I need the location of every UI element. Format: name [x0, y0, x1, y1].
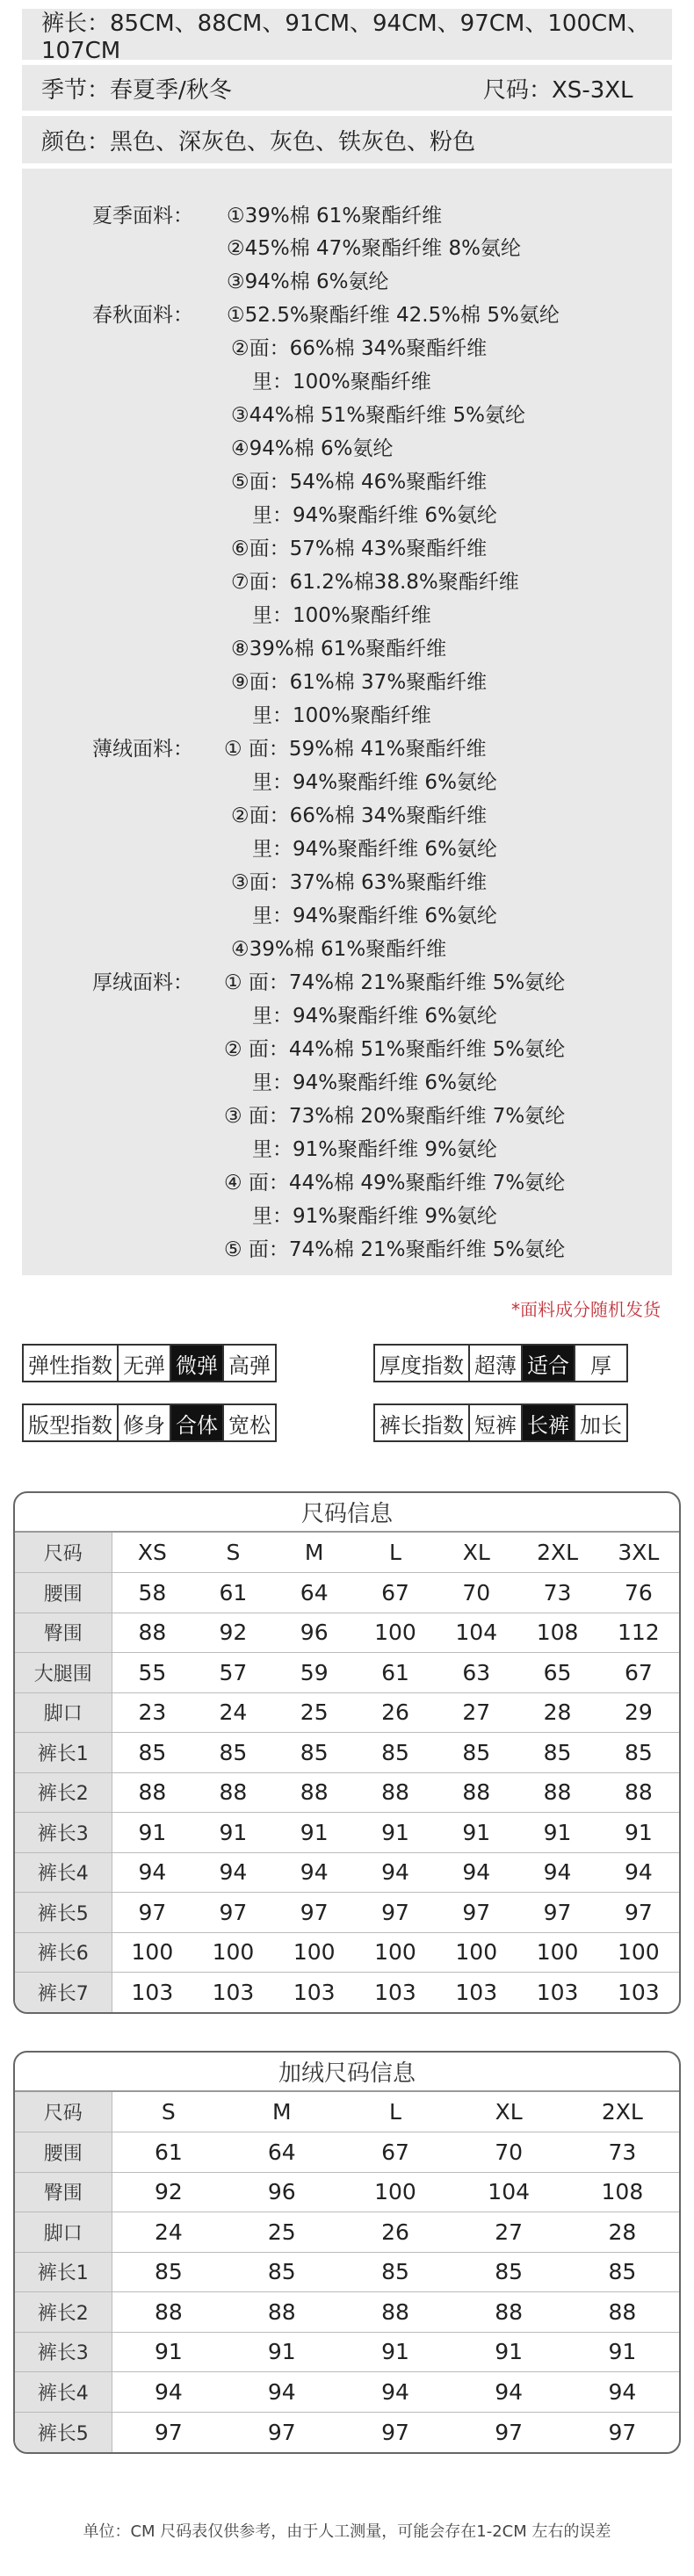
table-cell: 67 [338, 2132, 452, 2173]
table-cell: 88 [355, 1772, 436, 1813]
thin-fleece-label: 薄绒面料： [92, 738, 193, 761]
row-label-cell: 裤长4 [15, 2372, 112, 2413]
table-cell: M [271, 2099, 292, 2125]
fabric-composition-panel [22, 169, 672, 1275]
table-cell: 88 [112, 1613, 192, 1653]
table-cell: 28 [566, 2212, 679, 2253]
table-cell: 28 [517, 1692, 597, 1733]
row-label-cell: 裤长1 [15, 1733, 112, 1773]
fabric-line: 里：100%聚酯纤维 [252, 704, 431, 727]
thickness-option-thin: 超薄 [470, 1346, 523, 1381]
fit-option-slim: 修身 [119, 1405, 171, 1440]
table-row [15, 2252, 679, 2292]
table-cell: 103 [436, 1973, 517, 2013]
fabric-line: ② 面：44%棉 51%聚酯纤维 5%氨纶 [224, 1038, 566, 1061]
table-cell: 100 [355, 1613, 436, 1653]
table-cell: 27 [436, 1692, 517, 1733]
table-cell: 58 [112, 1573, 192, 1613]
table-cell: 25 [225, 2212, 338, 2253]
table-cell: XL [495, 2099, 523, 2125]
table-cell: 85 [274, 1733, 355, 1773]
summer-fabric-label: 夏季面料： [92, 205, 193, 227]
table-cell: 2XL [537, 1540, 579, 1565]
fabric-line: ⑧39%棉 61%聚酯纤维 [231, 638, 447, 660]
table-cell: 88 [566, 2292, 679, 2333]
table-cell: 91 [598, 1813, 679, 1853]
table-cell: 85 [566, 2252, 679, 2292]
pant-length-option-long: 长裤 [523, 1405, 575, 1440]
table-cell: 97 [192, 1893, 273, 1933]
fabric-line: 里：94%聚酯纤维 6%氨纶 [252, 771, 497, 794]
table-cell: 96 [225, 2172, 338, 2212]
table-cell: 67 [598, 1653, 679, 1693]
table-cell: 29 [598, 1692, 679, 1733]
table-cell: 85 [452, 2252, 566, 2292]
table-row [15, 1573, 679, 1613]
table-cell: 97 [112, 1893, 192, 1933]
table-cell: 112 [598, 1613, 679, 1653]
table-cell: 63 [436, 1653, 517, 1693]
table-cell: 92 [112, 2172, 225, 2212]
fabric-line: ⑨面：61%棉 37%聚酯纤维 [231, 671, 488, 694]
table-cell: 24 [112, 2212, 225, 2253]
table-cell: 26 [355, 1692, 436, 1733]
table-cell: 85 [517, 1733, 597, 1773]
row-label-cell: 臀围 [15, 1613, 112, 1653]
table-cell: 55 [112, 1653, 192, 1693]
fabric-line: ③面：37%棉 63%聚酯纤维 [231, 871, 488, 894]
table-cell: 65 [517, 1653, 597, 1693]
table-cell: 91 [355, 1813, 436, 1853]
length-spec-bar [22, 9, 672, 64]
table-cell: 59 [274, 1653, 355, 1693]
table-cell: 26 [338, 2212, 452, 2253]
table-cell: XL [462, 1540, 490, 1565]
fabric-line: 里：94%聚酯纤维 6%氨纶 [252, 504, 497, 527]
season-spec: 季节：春夏季/秋冬 [41, 76, 232, 104]
table-row [15, 1692, 679, 1733]
fabric-line: ③ 面：73%棉 20%聚酯纤维 7%氨纶 [224, 1105, 566, 1128]
table-row [15, 2412, 679, 2452]
table-cell: 97 [355, 1893, 436, 1933]
table-cell: 88 [192, 1772, 273, 1813]
table-cell: 27 [452, 2212, 566, 2253]
table-cell: 104 [452, 2172, 566, 2212]
table-cell: 94 [112, 2372, 225, 2413]
thickness-option-suitable: 适合 [523, 1346, 575, 1381]
table-cell: 103 [598, 1973, 679, 2013]
table-cell: L [389, 1540, 401, 1565]
spring-fabric-label: 春秋面料： [92, 304, 193, 327]
table-cell: 61 [112, 2132, 225, 2173]
table-cell: S [161, 2099, 176, 2125]
table-row [15, 2132, 679, 2173]
thickness-index-label: 厚度指数 [375, 1346, 470, 1381]
table-cell: 94 [274, 1852, 355, 1893]
table-cell: 97 [452, 2412, 566, 2452]
table-cell: L [389, 2099, 401, 2125]
table-cell: 100 [274, 1932, 355, 1973]
table-cell: 85 [338, 2252, 452, 2292]
thickness-option-thick: 厚 [590, 1353, 611, 1378]
table-cell: 97 [112, 2412, 225, 2452]
row-label-cell: 裤长6 [15, 1932, 112, 1973]
table-cell: 104 [436, 1613, 517, 1653]
size-range-spec: 尺码：XS-3XL [483, 76, 633, 104]
table-cell: 73 [566, 2132, 679, 2173]
row-label-cell: 裤长3 [15, 1813, 112, 1853]
table-cell: 61 [355, 1653, 436, 1693]
table-row [15, 1932, 679, 1973]
table-cell: 67 [355, 1573, 436, 1613]
table-cell: 85 [192, 1733, 273, 1773]
table-cell: 3XL [618, 1540, 660, 1565]
table-cell: 85 [112, 1733, 192, 1773]
table-row [15, 1772, 679, 1813]
table-row [15, 1653, 679, 1693]
table-cell: 91 [192, 1813, 273, 1853]
color-spec-bar [22, 116, 672, 163]
fabric-line: ⑥面：57%棉 43%聚酯纤维 [231, 538, 488, 560]
fabric-line: ②面：66%棉 34%聚酯纤维 [231, 805, 488, 827]
length-spec: 裤长：85CM、88CM、91CM、94CM、97CM、100CM、107CM [41, 10, 650, 64]
fabric-line: 里：91%聚酯纤维 9%氨纶 [252, 1138, 497, 1161]
elastic-option-none: 无弹 [119, 1346, 171, 1381]
table-cell: 100 [436, 1932, 517, 1973]
table-cell: 88 [112, 2292, 225, 2333]
table-row [15, 2372, 679, 2413]
table-cell: 103 [192, 1973, 273, 2013]
row-label-cell: 大腿围 [15, 1653, 112, 1693]
elastic-option-high: 高弹 [228, 1353, 271, 1378]
pant-length-option-extra: 加长 [580, 1412, 622, 1438]
table-cell: 88 [436, 1772, 517, 1813]
table-cell: 94 [192, 1852, 273, 1893]
season-spec-bar [22, 65, 672, 111]
thickness-index [373, 1344, 628, 1382]
table-cell: 94 [566, 2372, 679, 2413]
fabric-line: 里：100%聚酯纤维 [252, 604, 431, 627]
table-cell: 61 [192, 1573, 273, 1613]
table-row [15, 2212, 679, 2253]
size-table [13, 1491, 681, 2014]
row-label-cell: 脚口 [15, 1692, 112, 1733]
fabric-line: 里：91%聚酯纤维 9%氨纶 [252, 1205, 497, 1228]
fabric-line: ③94%棉 6%氨纶 [227, 271, 389, 293]
table-cell: 91 [338, 2332, 452, 2372]
table-cell: 100 [355, 1932, 436, 1973]
table-cell: 97 [517, 1893, 597, 1933]
table-cell: 88 [338, 2292, 452, 2333]
table-cell: 103 [274, 1973, 355, 2013]
table-cell: 103 [112, 1973, 192, 2013]
table-cell: 57 [192, 1653, 273, 1693]
thick-fleece-label: 厚绒面料： [92, 971, 193, 994]
table-cell: M [304, 1540, 324, 1565]
row-label-cell: 腰围 [15, 2132, 112, 2173]
elastic-index [22, 1344, 277, 1382]
pant-length-index-label: 裤长指数 [375, 1405, 470, 1440]
table-cell: 92 [192, 1613, 273, 1653]
table-row [15, 2292, 679, 2333]
table-cell: 94 [225, 2372, 338, 2413]
table-row [15, 1733, 679, 1773]
row-label-cell: 尺码 [15, 1533, 112, 1573]
table-cell: 94 [452, 2372, 566, 2413]
table-row [15, 1613, 679, 1653]
table-cell: 103 [355, 1973, 436, 2013]
table-cell: 23 [112, 1692, 192, 1733]
fabric-line: ④ 面：44%棉 49%聚酯纤维 7%氨纶 [224, 1172, 566, 1194]
fit-option-loose: 宽松 [228, 1412, 271, 1438]
table-cell: 100 [517, 1932, 597, 1973]
fabric-line: 里：94%聚酯纤维 6%氨纶 [252, 1005, 497, 1028]
table-cell: 103 [517, 1973, 597, 2013]
table-cell: 91 [225, 2332, 338, 2372]
row-label-cell: 裤长2 [15, 2292, 112, 2333]
row-label-cell: 腰围 [15, 1573, 112, 1613]
table-cell: 70 [436, 1573, 517, 1613]
table-cell: 94 [517, 1852, 597, 1893]
fabric-line: 里：94%聚酯纤维 6%氨纶 [252, 838, 497, 861]
table-cell: 94 [355, 1852, 436, 1893]
table-row [15, 1813, 679, 1853]
table-cell: 91 [274, 1813, 355, 1853]
table-cell: 108 [517, 1613, 597, 1653]
row-label-cell: 裤长4 [15, 1852, 112, 1893]
table-cell: 100 [112, 1932, 192, 1973]
table-cell: 85 [436, 1733, 517, 1773]
table-cell: 88 [274, 1772, 355, 1813]
table-row [15, 1852, 679, 1893]
table-row [15, 1893, 679, 1933]
fabric-line: ④39%棉 61%聚酯纤维 [231, 938, 447, 961]
row-label-cell: 裤长1 [15, 2252, 112, 2292]
table-cell: 88 [517, 1772, 597, 1813]
table-cell: 97 [225, 2412, 338, 2452]
table-cell: 73 [517, 1573, 597, 1613]
table-cell: 88 [225, 2292, 338, 2333]
table-cell: 97 [338, 2412, 452, 2452]
table-cell: 2XL [601, 2099, 643, 2125]
table-cell: 85 [598, 1733, 679, 1773]
color-spec: 颜色：黑色、深灰色、灰色、铁灰色、粉色 [41, 128, 476, 155]
table-row [15, 2332, 679, 2372]
table-cell: 94 [112, 1852, 192, 1893]
table-header-row [15, 2092, 679, 2132]
table-cell: 108 [566, 2172, 679, 2212]
table-cell: 85 [112, 2252, 225, 2292]
table-cell: 88 [598, 1772, 679, 1813]
fabric-line: ①52.5%聚酯纤维 42.5%棉 5%氨纶 [227, 304, 560, 327]
table-cell: 94 [436, 1852, 517, 1893]
table-cell: 97 [274, 1893, 355, 1933]
pant-length-option-short: 短裤 [470, 1405, 523, 1440]
table-header-row [15, 1533, 679, 1573]
elastic-index-label: 弹性指数 [24, 1346, 119, 1381]
table-cell: 88 [452, 2292, 566, 2333]
table-cell: S [226, 1540, 241, 1565]
size-table-grid [15, 1533, 679, 2012]
row-label-cell: 臀围 [15, 2172, 112, 2212]
table-cell: 97 [566, 2412, 679, 2452]
size-table-title: 尺码信息 [15, 1493, 679, 1533]
table-cell: 88 [112, 1772, 192, 1813]
fabric-line: 里：94%聚酯纤维 6%氨纶 [252, 1072, 497, 1094]
table-cell: 100 [192, 1932, 273, 1973]
table-cell: 85 [355, 1733, 436, 1773]
table-cell: 96 [274, 1613, 355, 1653]
fabric-line: ③44%棉 51%聚酯纤维 5%氨纶 [231, 404, 525, 427]
table-cell: 24 [192, 1692, 273, 1733]
table-cell: 91 [566, 2332, 679, 2372]
table-cell: 70 [452, 2132, 566, 2173]
table-cell: 25 [274, 1692, 355, 1733]
fabric-line: ②45%棉 47%聚酯纤维 8%氨纶 [227, 237, 521, 260]
fleece-size-table [13, 2051, 681, 2454]
fit-index [22, 1403, 277, 1442]
elastic-option-slight: 微弹 [171, 1346, 224, 1381]
table-cell: 100 [598, 1932, 679, 1973]
table-cell: 91 [112, 1813, 192, 1853]
table-cell: 64 [274, 1573, 355, 1613]
fleece-size-table-title: 加绒尺码信息 [15, 2053, 679, 2092]
fabric-line: ⑦面：61.2%棉38.8%聚酯纤维 [231, 571, 519, 594]
fabric-line: ⑤ 面：74%棉 21%聚酯纤维 5%氨纶 [224, 1238, 566, 1261]
table-row [15, 2172, 679, 2212]
fabric-line: 里：100%聚酯纤维 [252, 371, 431, 393]
fabric-line: ① 面：74%棉 21%聚酯纤维 5%氨纶 [224, 971, 566, 994]
row-label-cell: 裤长2 [15, 1772, 112, 1813]
fit-option-regular: 合体 [171, 1405, 224, 1440]
table-cell: 91 [112, 2332, 225, 2372]
table-row [15, 1973, 679, 2013]
table-cell: 91 [436, 1813, 517, 1853]
fabric-line: ④94%棉 6%氨纶 [231, 437, 394, 460]
table-cell: 94 [338, 2372, 452, 2413]
fabric-line: ②面：66%棉 34%聚酯纤维 [231, 337, 488, 360]
fleece-size-table-grid [15, 2092, 679, 2452]
row-label-cell: 尺码 [15, 2092, 112, 2132]
fit-index-label: 版型指数 [24, 1405, 119, 1440]
row-label-cell: 裤长5 [15, 2412, 112, 2452]
fabric-line: ①39%棉 61%聚酯纤维 [227, 205, 443, 227]
measurement-footnote: 单位：CM 尺码表仅供参考，由于人工测量，可能会存在1-2CM 左右的误差 [83, 2522, 611, 2541]
pant-length-index [373, 1403, 628, 1442]
row-label-cell: 裤长5 [15, 1893, 112, 1933]
table-cell: 91 [452, 2332, 566, 2372]
table-cell: 97 [598, 1893, 679, 1933]
table-cell: 94 [598, 1852, 679, 1893]
row-label-cell: 裤长7 [15, 1973, 112, 2013]
fabric-line: ⑤面：54%棉 46%聚酯纤维 [231, 471, 488, 494]
fabric-line: ① 面：59%棉 41%聚酯纤维 [224, 738, 487, 761]
table-cell: 85 [225, 2252, 338, 2292]
table-cell: 64 [225, 2132, 338, 2173]
row-label-cell: 裤长3 [15, 2332, 112, 2372]
table-cell: 91 [517, 1813, 597, 1853]
table-cell: 100 [338, 2172, 452, 2212]
fabric-line: 里：94%聚酯纤维 6%氨纶 [252, 905, 497, 927]
row-label-cell: 脚口 [15, 2212, 112, 2253]
table-cell: 76 [598, 1573, 679, 1613]
table-cell: XS [137, 1540, 167, 1565]
table-cell: 97 [436, 1893, 517, 1933]
fabric-note: *面料成分随机发货 [511, 1299, 661, 1320]
